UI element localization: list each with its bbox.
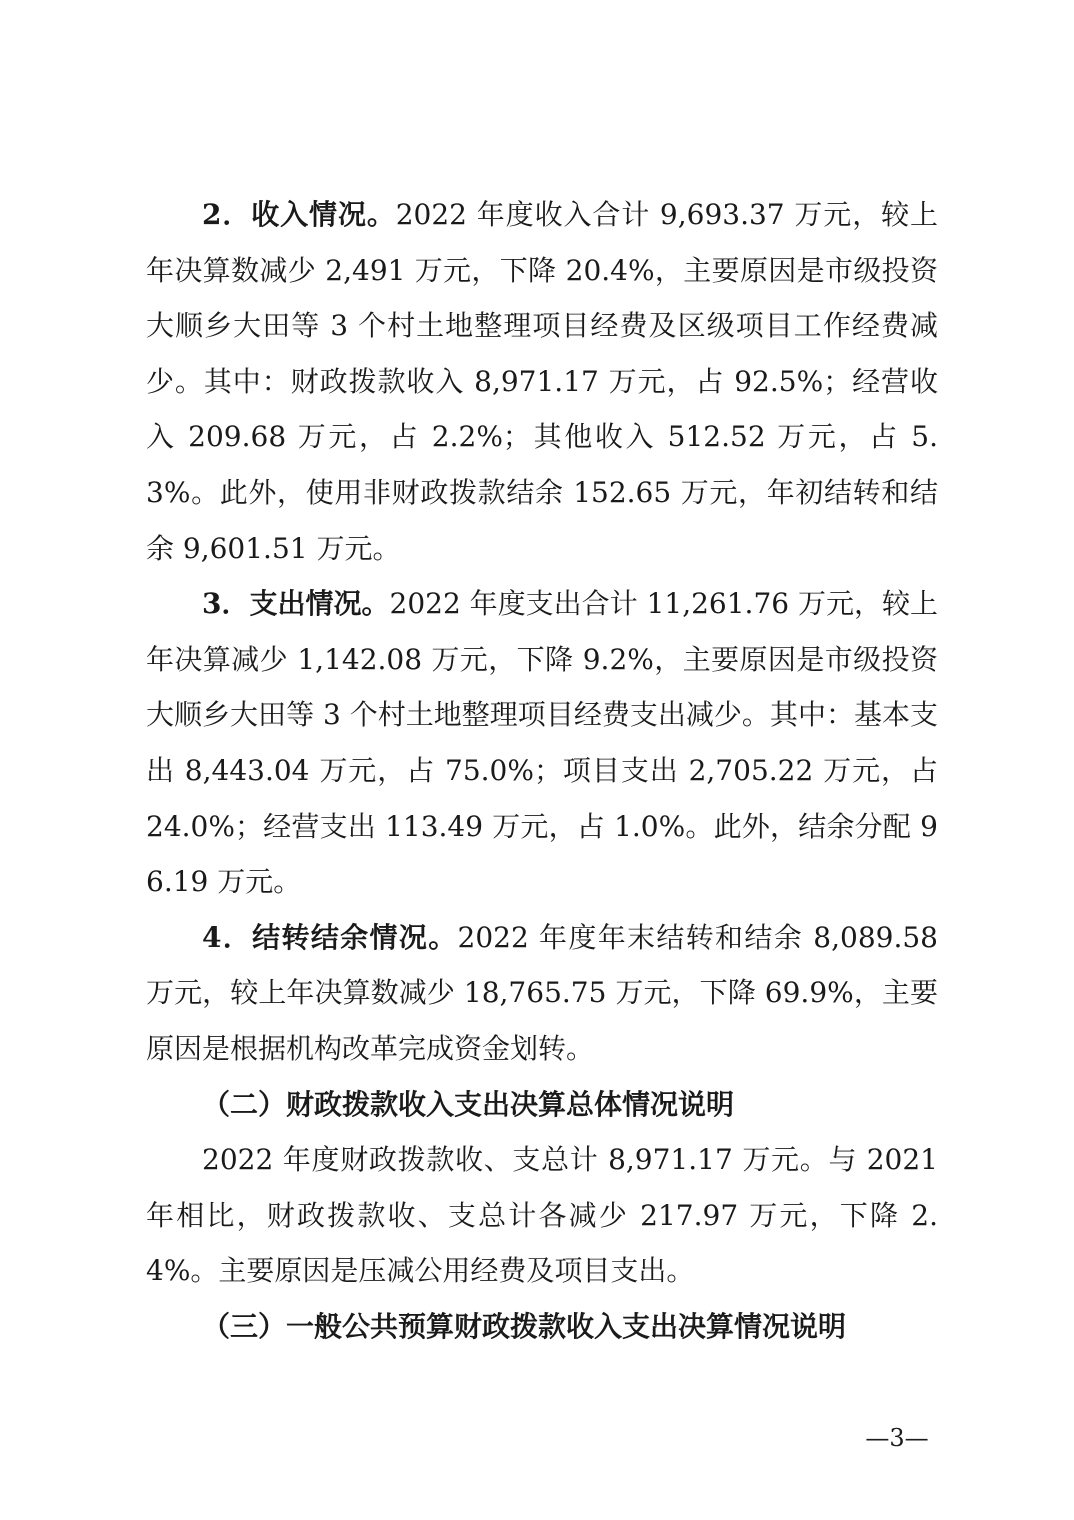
balance-text: 2022 年度年末结转和结余 8,089.58 万元，较上年决算数减少 18,765.75 万元，下降 69.9%，主要原因是根据机构改革完成资金划转。 (146, 920, 938, 1065)
balance-paragraph (146, 910, 938, 1077)
section-2-paragraph: 2022 年度财政拨款收、支总计 8,971.17 万元。与 2021 年相比，财政拨款收、支总计各减少 217.97 万元，下降 2.4%。主要原因是压减公用经费及项目支出。 (146, 1143, 938, 1288)
expenditure-paragraph (146, 576, 938, 910)
income-text: 2022 年度收入合计 9,693.37 万元，较上年决算数减少 2,491 万元，下降 20.4%，主要原因是市级投资大顺乡大田等 3 个村土地整理项目经费及区级项目工作经费减少。其中：财政拨款收入 8,971.17 万元，占 92.5%；经营收入 209.68 万元，占 2.2%；其他收入 512.52 万元，占 5.3%。此外，使用非财政拨款结余 152.65 万元，年初结转和结余 9,601.51 万元。 (146, 198, 938, 565)
income-paragraph (146, 187, 938, 576)
page-number: —3— (865, 1424, 929, 1452)
expenditure-lead: 3．支出情况。 (202, 587, 390, 621)
income-lead: 2．收入情况。 (202, 198, 396, 231)
expenditure-text: 2022 年度支出合计 11,261.76 万元，较上年决算减少 1,142.08 万元，下降 9.2%，主要原因是市级投资大顺乡大田等 3 个村土地整理项目经费支出减少。其中：基本支出 8,443.04 万元，占 75.0%；项目支出 2,705.22 万元，占 24.0%；经营支出 113.49 万元，占 1.0%。此外，结余分配 96.19 万元。 (146, 587, 938, 899)
section-3-heading: （三）一般公共预算财政拨款收入支出决算情况说明 (202, 1309, 847, 1343)
document-body (146, 187, 938, 1354)
section-2-heading: （二）财政拨款收入支出决算总体情况说明 (202, 1087, 735, 1121)
balance-lead: 4．结转结余情况。 (202, 920, 458, 954)
